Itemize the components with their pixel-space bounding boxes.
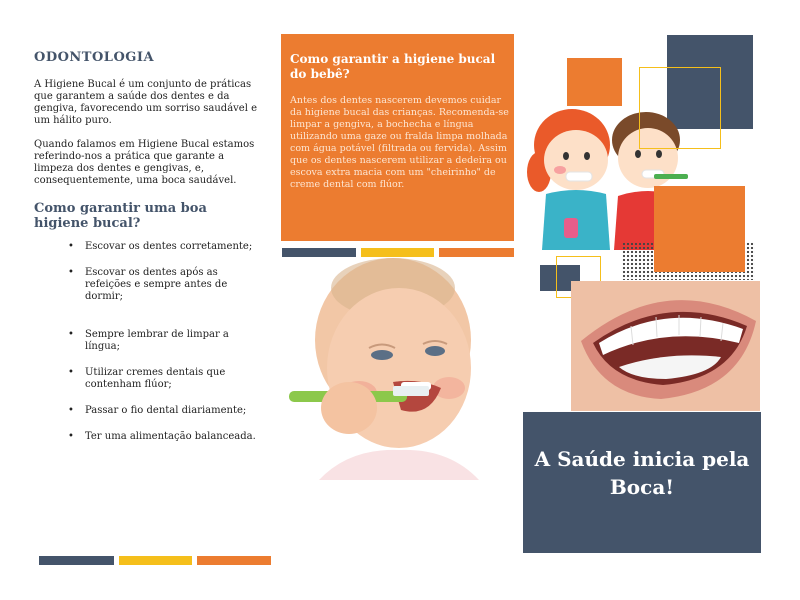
list-item: • Sempre lembrar de limpar a língua; — [68, 329, 229, 352]
section-heading: ODONTOLOGIA — [34, 50, 155, 65]
decor-bar-yellow — [119, 556, 192, 565]
tips-list — [68, 241, 258, 443]
decor-square-orange — [567, 58, 622, 106]
baby-hygiene-box — [281, 34, 514, 241]
decor-frame-yellow — [639, 67, 721, 149]
decor-bar-navy — [282, 248, 356, 257]
list-item: • Utilizar cremes dentais que contenham flúor; — [68, 367, 226, 390]
intro-paragraph-2: Quando falamos em Higiene Bucal estamos referindo-nos a prática que garante a limpeza dos dentes e gengivas, e, consequentemente, uma boca saudável. — [34, 139, 255, 186]
list-item: • Ter uma alimentação balanceada. — [68, 431, 256, 442]
smile-image — [571, 281, 760, 411]
bullet-icon: • — [68, 431, 74, 442]
slogan-text: A Saúde inicia pela Boca! — [534, 447, 750, 499]
list-item: • Escovar os dentes corretamente; — [68, 241, 253, 252]
box-body: Antes dos dentes nascerem devemos cuidar da higiene bucal das crianças. Recomenda-se limpar a gengiva, a bochecha e língua utilizando uma gaze ou fralda limpa molhada com água potável (filtrada ou fervida). Assim que os dentes nascerem utilizar a dedeira ou escova extra macia com um "cheirinho" de creme dental com flúor. — [290, 95, 509, 190]
baby-brushing-image — [289, 258, 479, 480]
bullet-icon: • — [68, 267, 74, 278]
list-item: • Escovar os dentes após as refeições e sempre antes de dormir; — [68, 267, 228, 302]
slogan-box — [523, 412, 761, 553]
bullet-icon: • — [68, 241, 74, 252]
subheading: Como garantir uma boa higiene bucal? — [34, 201, 207, 231]
decor-bar-orange — [197, 556, 271, 565]
decor-bar-orange — [439, 248, 514, 257]
box-title: Como garantir a higiene bucal do bebê? — [290, 52, 496, 81]
decor-square-orange — [654, 186, 745, 272]
list-item: • Passar o fio dental diariamente; — [68, 405, 247, 416]
decor-bar-yellow — [361, 248, 434, 257]
bullet-icon: • — [68, 367, 74, 378]
decor-bar-navy — [39, 556, 114, 565]
intro-paragraph: A Higiene Bucal é um conjunto de práticas que garantem a saúde dos dentes e da gengiva, favorecendo um sorriso saudável e um hálito puro. — [34, 79, 258, 126]
left-column — [34, 50, 264, 457]
bullet-icon: • — [68, 405, 74, 416]
bullet-icon: • — [68, 329, 74, 340]
